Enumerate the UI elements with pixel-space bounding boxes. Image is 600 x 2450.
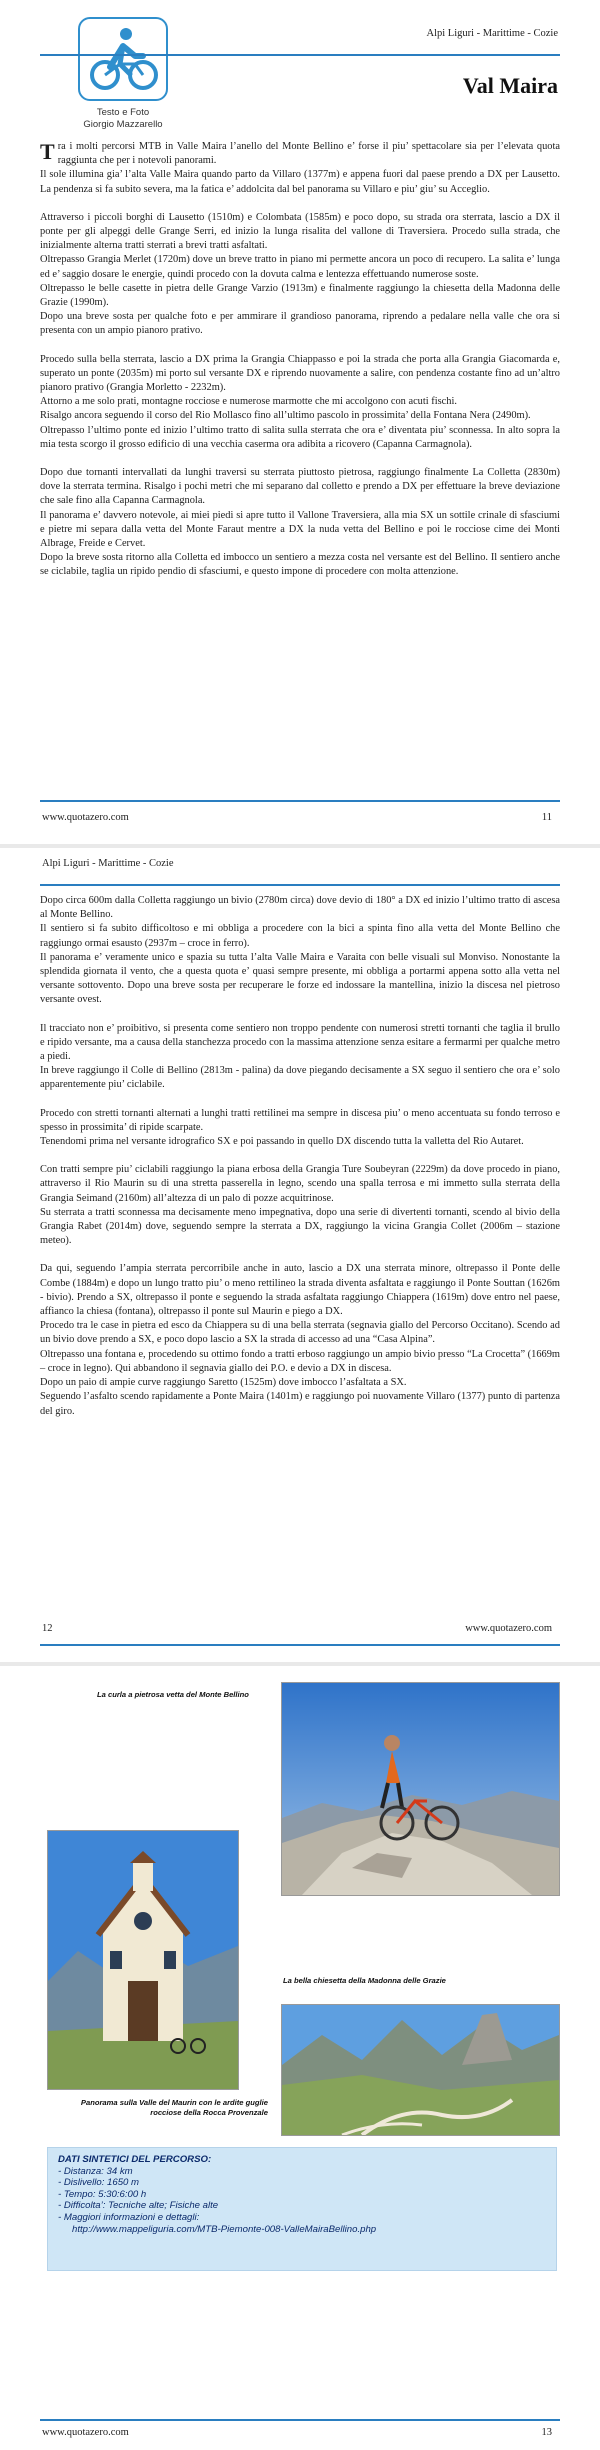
paragraph: Dopo la breve sosta ritorno alla Colletta ed imbocco un sentiero a mezza costa nel versante est del Bellino. Il sentiero anche se ciclabile, taglia un ripido pendio di sfasciumi, e questo impone di procedere con molta attenzione. — [40, 552, 560, 578]
paragraph: Da qui, seguendo l’ampia sterrata percorribile anche in auto, lascio a DX una sterrata minore, oltrepasso il Ponte delle Combe (1884m) e dopo un lungo tratto piu’ o meno rettilineo la strada diventa asfaltata e raggiungo il Ponte Souttan (1626m - bivio). Prendo a SX, oltrepasso il ponte e seguendo la strada asfaltata raggiungo Chiappera (1619m) dove entro nel paese, affianco la chiesa (fontana), oltrepasso il ponte sul Maurin e piego a DX. — [40, 1263, 560, 1318]
paragraph-gap — [40, 339, 560, 353]
footer-link[interactable]: www.quotazero.com — [465, 1623, 552, 1634]
photo-valley — [281, 2004, 560, 2136]
footer-link[interactable]: www.quotazero.com — [42, 2427, 129, 2438]
page-number: 12 — [42, 1623, 53, 1634]
footer-rule — [40, 2419, 560, 2421]
footer-link[interactable]: www.quotazero.com — [42, 812, 129, 823]
paragraph: Risalgo ancora seguendo il corso del Rio Mollasco fino all’ultimo pascolo in prossimita’ della Fontana Nera (2490m). — [40, 410, 531, 422]
paragraph-gap — [40, 452, 560, 466]
paragraph: Seguendo l’asfalto scendo rapidamente a Ponte Maira (1401m) e raggiungo poi nuovamente Villaro (1377) punto di partenza del giro. — [40, 1391, 560, 1417]
summary-link[interactable]: http://www.mappeliguria.com/MTB-Piemonte-008-ValleMairaBellino.php — [72, 2223, 377, 2235]
summary-heading: DATI SINTETICI DEL PERCORSO: — [58, 2154, 212, 2165]
route-summary-box — [47, 2147, 557, 2271]
paragraph: Dopo due tornanti intervallati da lunghi traversi su sterrata piuttosto pietrosa, raggiungo finalmente La Colletta (2830m) dove la sterrata termina. Risalgo i pochi metri che mi separano dal colletto e prendo a DX per effettuare la breve deviazione che sale fino alla Capanna Carmagnola. — [40, 467, 560, 507]
footer-rule — [40, 800, 560, 802]
paragraph: Tra i molti percorsi MTB in Valle Maira l’anello del Monte Bellino e’ forse il piu’ spettacolare sia per l’elevata quota raggiunta che per i notevoli panorami. — [40, 139, 560, 167]
cyclist-logo-icon — [78, 17, 168, 101]
paragraph: Il panorama e’ veramente unico e spazia su tutta l’alta Valle Maira e Varaita con belle visuali sul Monviso. Nonostante la splendida giornata il vento, che a questa quota e’ quasi sempre presente, mi obbliga a portarmi appena sotto alla vetta nel versante sottovento. Dopo una breve sosta per recuperare le forze ed indossare la mantellina, inizio la discesa nel pietroso versante ovest. — [40, 951, 560, 1006]
logo-credit — [60, 107, 186, 131]
paragraph: Oltrepasso Grangia Merlet (1720m) dove un breve tratto in piano mi permette ancora un poco di recupero. La salita e’ lunga ed e’ saggio dosare le energie, quindi procedo con la dovuta calma e lentezza effettuando numerose soste. — [40, 254, 560, 280]
paragraph-gap — [40, 1008, 560, 1022]
section-label: Alpi Liguri - Marittime - Cozie — [42, 858, 174, 869]
paragraph: Tenendomi prima nel versante idrografico SX e poi passando in quello DX discendo tutta la valletta del Rio Autaret. — [40, 1136, 524, 1148]
credit-author: Giorgio Mazzarello — [83, 119, 163, 130]
paragraph: Con tratti sempre piu’ ciclabili raggiungo la piana erbosa della Grangia Ture Soubeyran (2229m) da dove procedo in piano, attraverso il Rio Maurin su di una stretta passerella in legno, scendo una spalla terrosa e mi immetto sulla sterrata della Grangia Seimand (2160m) all’altezza di un palo di pozze acquitrinose. — [40, 1164, 560, 1204]
paragraph: In breve raggiungo il Colle di Bellino (2813m - palina) da dove piegando decisamente a SX seguo il sentiero che ora e’ solo apparentemente piu’ ciclabile. — [40, 1065, 560, 1091]
paragraph: Il tracciato non e’ proibitivo, si presenta come sentiero non troppo pendente con numerosi stretti tornanti che taglia il brullo e ripido versante, ma a causa della stanchezza procedo con la massima attenzione senza esitare a fermarmi per qualche metro a piedi. — [40, 1022, 560, 1063]
paragraph: Procedo tra le case in pietra ed esco da Chiappera su di una bella sterrata (segnavia giallo del Percorso Occitano). Scendo ad un bivio dove prendo a SX, e poco dopo lascio a SX la strada di accesso ad una “Casa Alpina”. — [40, 1320, 560, 1346]
paragraph: Attraverso i piccoli borghi di Lausetto (1510m) e Colombata (1585m) e poco dopo, su strada ora sterrata, lascio a DX il ponte per gli alpeggi delle Grange Serri, ed inizio la lunga risalita del vallone di Traversiera. Procedo sulla strada, che inizialmente alterna tratti sterrati a brevi tratti asfaltati. — [40, 211, 560, 252]
summary-time: - Tempo: 5:30:6:00 h — [58, 2188, 147, 2200]
summary-distance: - Distanza: 34 km — [58, 2165, 133, 2177]
page-12 — [0, 848, 600, 1662]
page-number: 11 — [541, 812, 552, 823]
article-text — [40, 140, 560, 580]
paragraph: Dopo circa 600m dalla Colletta raggiungo un bivio (2780m circa) dove devio di 180° a DX ed inizio l’ultimo tratto di ascesa al Monte Bellino. — [40, 895, 560, 921]
summary-info: - Maggiori informazioni e dettagli: — [58, 2211, 200, 2223]
article-text — [40, 894, 560, 1419]
paragraph: Oltrepasso le belle casette in pietra delle Grange Varzio (1913m) e finalmente raggiungo la chiesetta della Madonna delle Grazie (1990m). — [40, 282, 560, 309]
footer-rule — [40, 1644, 560, 1646]
page-number: 13 — [541, 2427, 552, 2438]
paragraph: Procedo sulla bella sterrata, lascio a DX prima la Grangia Chiappasso e poi la strada che porta alla Grangia Giacomarda e, superato un ponte (2035m) mi porto sul versante DX e riprendo nuovamente a salire, con pendenza costante fino ad un’altro pianoro prativo (Grangia Morletto - 2232m). — [40, 353, 560, 394]
summary-difficulty: - Difficolta’: Tecniche alte; Fisiche alte — [58, 2200, 219, 2212]
page-title: Val Maira — [462, 73, 558, 98]
paragraph: Su sterrata a tratti sconnessa ma decisamente meno impegnativa, dopo una serie di divertenti tornanti, scendo al bivio della Grangia Rabet (2014m) dove, seguendo sempre la sterrata a DX, raggiungo la vicina Grangia Collet (2006m – stazione meteo). — [40, 1206, 560, 1247]
paragraph: Attorno a me solo prati, montagne rocciose e numerose marmotte che mi accolgono con acuti fischi. — [40, 396, 457, 408]
paragraph-gap — [40, 1149, 560, 1163]
paragraph: Il sentiero si fa subito difficoltoso e mi obbliga a procedere con la bici a spinta fino alla vetta del Monte Bellino che raggiungo ormai esausto (2937m – croce in ferro). — [40, 923, 560, 949]
caption-chapel: La bella chiesetta della Madonna delle Grazie — [283, 1976, 446, 1985]
caption-summit: La curla a pietrosa vetta del Monte Bellino — [97, 1690, 249, 1699]
page-11 — [0, 0, 600, 844]
paragraph: Dopo un paio di ampie curve raggiungo Saretto (1525m) dove imbocco l’asfaltata a SX. — [40, 1377, 407, 1389]
paragraph: Il panorama e’ davvero notevole, ai miei piedi si apre tutto il Vallone Traversiera, alla mia SX un sottile crinale di sfasciumi e pietre mi separa dalla vetta del Monte Faraut mentre a DX la nuda vetta del Bellino e poi le rocciose cime dei Monti Albrage, Freide e Cervet. — [40, 509, 560, 550]
paragraph: Il sole illumina gia’ l’alta Valle Maira quando parto da Villaro (1377m) e appena fuori dal paese prendo a DX per Lausetto. La pendenza si fa subito severa, ma la fatica e’ addolcita dal bel panorama su Villaro e piu’ giu’ su Acceglio. — [40, 169, 560, 195]
paragraph: Dopo una breve sosta per qualche foto e per ammirare il grandioso panorama, riprendo a pedalare nella valle che ora si presenta con un ampio pianoro prativo. — [40, 311, 560, 337]
header-rule — [40, 54, 560, 56]
credit-line: Testo e Foto — [96, 107, 150, 118]
paragraph: Oltrepasso una fontana e, procedendo su ottimo fondo a tratti erboso raggiungo un ampio bivio presso “La Crocetta” (1669m – croce in legno). Qui abbandono il segnavia giallo dei P.O. e devio a DX in discesa. — [40, 1348, 560, 1374]
paragraph-gap — [40, 1093, 560, 1107]
caption-valley: Panorama sulla Valle del Maurin con le ardite guglie rocciose della Rocca Provenzale — [80, 2098, 268, 2117]
summary-elevation: - Dislivello: 1650 m — [58, 2177, 140, 2189]
photo-summit — [281, 1682, 560, 1896]
drop-cap: T — [40, 139, 55, 164]
photo-chapel — [47, 1830, 239, 2090]
paragraph-gap — [40, 197, 560, 211]
paragraph: Procedo con stretti tornanti alternati a lunghi tratti rettilinei ma sempre in discesa piu’ o meno accentuata su fondo terroso e spesso in prossimita’ di ripide scarpate. — [40, 1107, 560, 1133]
paragraph-gap — [40, 1248, 560, 1262]
paragraph: Oltrepasso l’ultimo ponte ed inizio l’ultimo tratto di salita sulla sterrata che ora e’ diventata piu’ sconnessa. In alto sopra la mia testa scorgo il grosso edificio di una vecchia caserma ora adibita a ricovero (Capanna Carmagnola). — [40, 424, 560, 450]
header-rule — [40, 884, 560, 886]
section-label: Alpi Liguri - Marittime - Cozie — [426, 28, 558, 39]
